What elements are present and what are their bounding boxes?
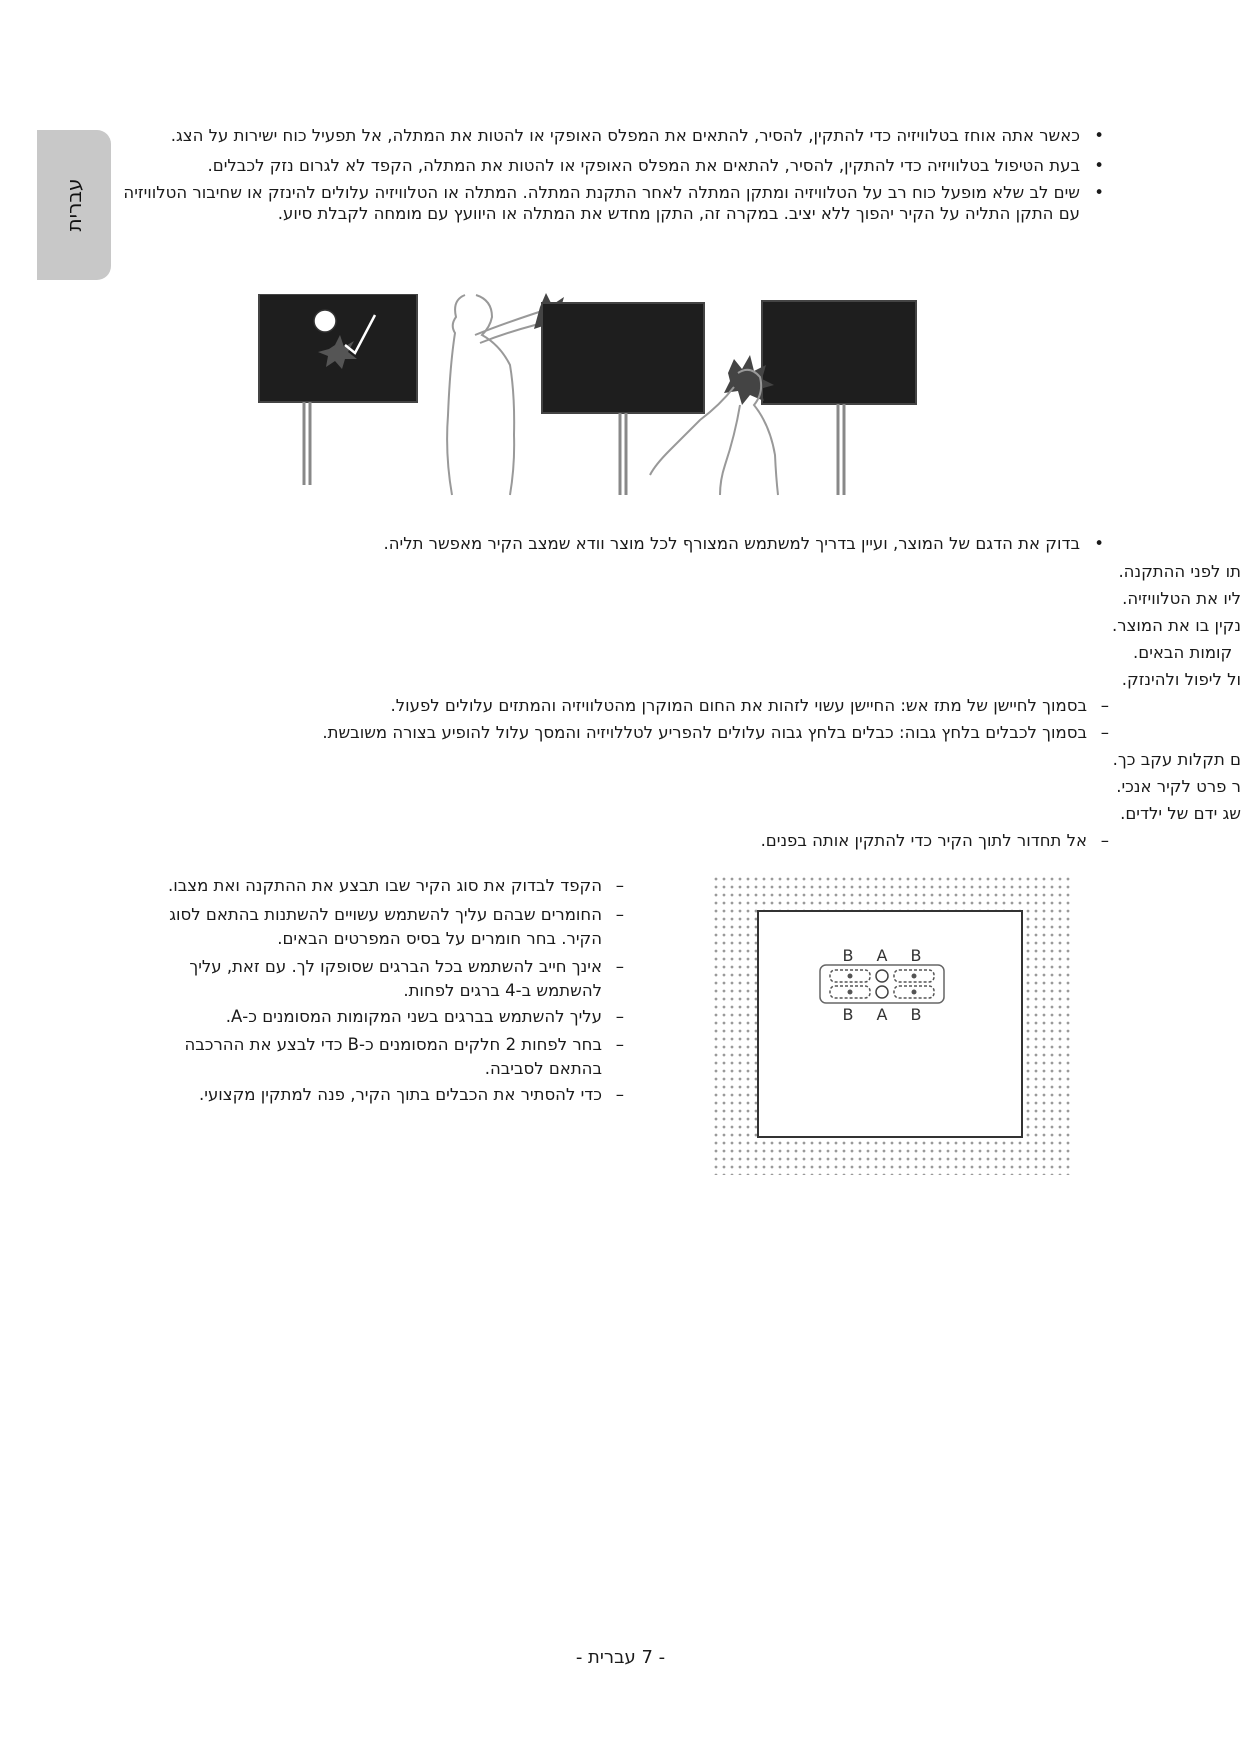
mount-bracket [820, 965, 944, 1003]
language-tab-label: עברית [62, 178, 86, 232]
bullet-text: בדוק את הדגם של המוצר, ועיין בדריך למשתמש המצורף לכל מוצר וודא שמצב הקיר מאפשר תליה. [383, 534, 1080, 553]
dash-item [154, 1083, 624, 1107]
wall-mount-diagram [712, 875, 1072, 1175]
dash-item [154, 874, 624, 898]
bracket-label-b: B [842, 946, 854, 965]
dash-text: כדי להסתיר את הכבלים בתוך הקיר, פנה למתקין מקצועי. [199, 1085, 602, 1104]
tv-handling-illustration [230, 255, 1010, 500]
language-tab [37, 130, 111, 280]
dash-text: אל תחדור לתוך הקיר כדי להתקין אותה בפנים. [760, 831, 1087, 850]
bracket-label-b: B [910, 946, 922, 965]
clipped-text-line: קומות הבאים. [1133, 643, 1233, 662]
dash-item [322, 721, 1109, 745]
bullet-item [119, 182, 1104, 225]
dash-marker: – [615, 905, 624, 924]
person-pushing-tv [447, 293, 704, 495]
dash-text: הקפד לבדוק את סוג הקיר שבו תבצע את ההתקנה ואת מצבו. [168, 876, 602, 895]
bullet-dot: • [1094, 156, 1104, 175]
bracket-label-a: A [876, 1005, 888, 1024]
clipped-text-line: ול ליפול ולהינזק. [1121, 670, 1241, 689]
clipped-text-line: נקין בו את המוצר. [1112, 616, 1241, 635]
dash-text: אינך חייב להשתמש בכל הברגים שסופקו לך. עם זאת, עליך להשתמש ב-4 ברגים לפחות. [189, 957, 602, 1000]
dash-text: בסמוך לחיישן של מתז אש: החיישן עשוי לזהות את החום המוקרן מהטלוויזיה והמתזים עלולים לפעול. [390, 696, 1087, 715]
clipped-text-line: תו לפני ההתקנה. [1118, 562, 1241, 581]
dash-text: בסמוך לכבלים בלחץ גבוה: כבלים בלחץ גבוה עלולים להפריע לטללויזיה והמסך עלול להופיע בצורה משובשת. [322, 723, 1087, 742]
dash-text: החומרים שבהם עליך להשתמש עשויים להשתנות בהתאם לסוג הקיר. בחר חומרים על בסיס המפרטים הבאים. [169, 905, 602, 948]
dash-text: בחר לפחות 2 חלקים המסומנים כ-B כדי לבצע את ההרכבה בהתאם לסביבה. [184, 1035, 602, 1078]
bullet-dot: • [1094, 183, 1104, 202]
clipped-text-line: ליו את הטלוויזיה. [1122, 589, 1241, 608]
bullet-dot: • [1094, 126, 1104, 145]
dash-marker: – [615, 957, 624, 976]
dash-text: עליך להשתמש בברגים בשני המקומות המסומנים כ-A. [225, 1007, 602, 1026]
clipped-text-line: ם תקלות עקב כך. [1112, 750, 1241, 769]
bullet-dot: • [1094, 534, 1104, 553]
dash-item [761, 829, 1109, 853]
dash-item [391, 694, 1109, 718]
dash-item [154, 1033, 624, 1081]
dash-marker: – [615, 1035, 624, 1054]
clipped-text-line: ר פרט לקיר אנכי. [1116, 777, 1241, 796]
dash-marker: – [615, 1085, 624, 1104]
clipped-text-line: שג ידם של ילדים. [1120, 804, 1241, 823]
dash-marker: – [615, 876, 624, 895]
dash-item [154, 955, 624, 1003]
bracket-label-a: A [876, 946, 888, 965]
bullet-item [383, 532, 1104, 557]
bullet-text: בעת הטיפול בטלוויזיה כדי להתקין, להסיר, להתאים את המפלס האופקי או להטות את המתלה, הקפד לא לגרום נזק לכבלים. [207, 156, 1080, 175]
bracket-label-b: B [910, 1005, 922, 1024]
bracket-label-b: B [842, 1005, 854, 1024]
dash-marker: – [1100, 831, 1109, 850]
tv-ball-impact [259, 295, 417, 485]
bullet-text: כאשר אתה אוחז בטלוויזיה כדי להתקין, להסיר, להתאים את המפלס האופקי או להטות את המתלה, אל תפעיל כוח ישירות על הצג. [170, 126, 1080, 145]
bullet-item [171, 124, 1104, 149]
dash-item [154, 1005, 624, 1029]
bullet-text: שים לב שלא מופעל כוח רב על הטלוויזיה ומתקן המתלה לאחר התקנת המתלה. המתלה או הטלוויזיה עלולים להינזק או שחיבור הטלוויזיה עם התקן התליה על הקיר יהפוך ללא יציב. במקרה זה, התקן מחדש את המתלה או היוועץ עם מומחה לקבלת סיוע. [123, 183, 1080, 224]
dash-marker: – [1100, 723, 1109, 742]
dash-marker: – [615, 1007, 624, 1026]
bullet-item [208, 154, 1104, 179]
page-footer: - 7 עברית - [575, 1647, 666, 1668]
dash-item [154, 903, 624, 951]
dash-marker: – [1100, 696, 1109, 715]
